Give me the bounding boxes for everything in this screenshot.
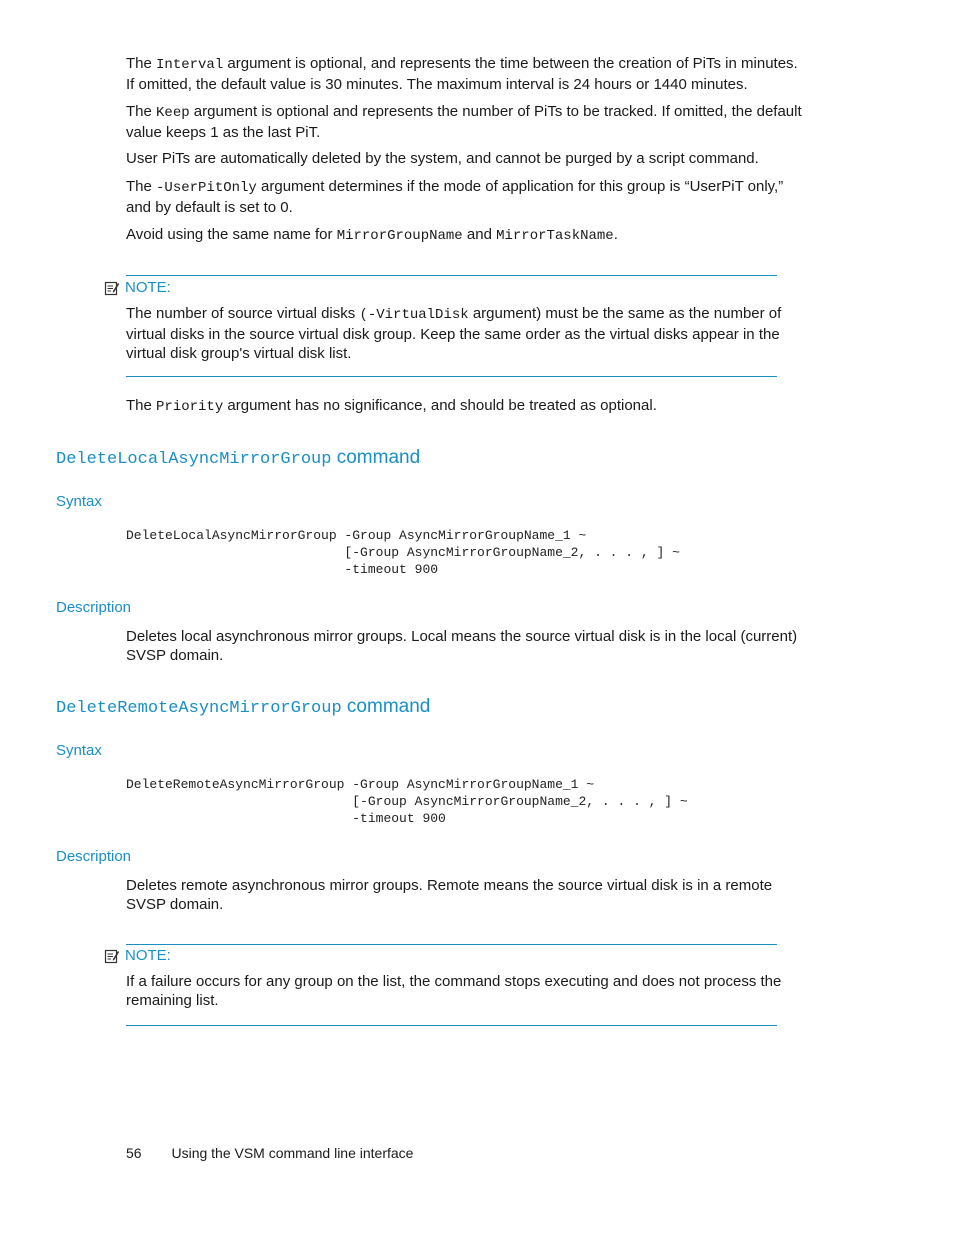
note2-body: If a failure occurs for any group on the list, the command stops executing and does not process the remaining list. bbox=[126, 973, 782, 1009]
page-footer bbox=[126, 1145, 413, 1161]
userpitonly-paragraph: The -UserPitOnly argument determines if the mode of application for this group is “UserPiT only,” and by default is set to 0. bbox=[126, 178, 784, 216]
description-heading-local: Description bbox=[56, 599, 132, 616]
mirrortaskname-code: MirrorTaskName bbox=[496, 228, 614, 244]
note1-header bbox=[104, 279, 171, 296]
syntax-code-remote: DeleteRemoteAsyncMirrorGroup -Group AsyncMirrorGroupName_1 ~ [-Group AsyncMirrorGroupName_2, . . . , ] ~ -timeout 900 bbox=[126, 777, 688, 826]
virtualdisk-code: (-VirtualDisk bbox=[359, 307, 469, 323]
note-icon bbox=[104, 948, 120, 964]
keep-paragraph: The Keep argument is optional and represents the number of PiTs to be tracked. If omitted, the default value keeps 1 as the last PiT. bbox=[126, 103, 802, 141]
note2-bottom-rule bbox=[126, 1025, 777, 1026]
mirrorgroupname-code: MirrorGroupName bbox=[336, 228, 463, 244]
section-heading-delete-local: DeleteLocalAsyncMirrorGroup command bbox=[56, 447, 421, 469]
avoid-names-paragraph: Avoid using the same name for MirrorGroupName and MirrorTaskName. bbox=[126, 226, 618, 244]
note2-header bbox=[104, 947, 171, 964]
note1-bottom-rule bbox=[126, 376, 777, 377]
syntax-code-local: DeleteLocalAsyncMirrorGroup -Group AsyncMirrorGroupName_1 ~ [-Group AsyncMirrorGroupName_2, . . . , ] ~ -timeout 900 bbox=[126, 528, 680, 577]
note1-body: The number of source virtual disks (-VirtualDisk argument) must be the same as the number of virtual disks in the source virtual disk group. Keep the same order as the virtual disks appear in the virtual disk group's virtual disk list. bbox=[126, 305, 782, 362]
footer-title: Using the VSM command line interface bbox=[171, 1145, 414, 1161]
description-remote: Deletes remote asynchronous mirror groups. Remote means the source virtual disk is in a remote SVSP domain. bbox=[126, 877, 773, 913]
description-heading-remote: Description bbox=[56, 848, 132, 865]
note1-label: NOTE: bbox=[125, 279, 171, 296]
note1-top-rule bbox=[126, 275, 777, 276]
keep-code: Keep bbox=[156, 105, 190, 121]
note2-top-rule bbox=[126, 944, 777, 945]
interval-code: Interval bbox=[156, 57, 224, 73]
priority-paragraph: The Priority argument has no significance, and should be treated as optional. bbox=[126, 397, 657, 415]
note-icon bbox=[104, 280, 120, 296]
userpitonly-code: -UserPitOnly bbox=[156, 180, 257, 196]
syntax-heading-local: Syntax bbox=[56, 493, 102, 510]
priority-code: Priority bbox=[156, 399, 224, 415]
section-heading-delete-remote: DeleteRemoteAsyncMirrorGroup command bbox=[56, 696, 431, 718]
description-local: Deletes local asynchronous mirror groups. Local means the source virtual disk is in the local (current) SVSP domain. bbox=[126, 628, 798, 664]
user-pits-paragraph: User PiTs are automatically deleted by the system, and cannot be purged by a script command. bbox=[126, 150, 759, 167]
interval-paragraph: The Interval argument is optional, and represents the time between the creation of PiTs in minutes. If omitted, the default value is 30 minutes. The maximum interval is 24 hours or 1440 minutes. bbox=[126, 55, 798, 93]
note2-label: NOTE: bbox=[125, 947, 171, 964]
syntax-heading-remote: Syntax bbox=[56, 742, 102, 759]
page-number: 56 bbox=[126, 1145, 142, 1161]
